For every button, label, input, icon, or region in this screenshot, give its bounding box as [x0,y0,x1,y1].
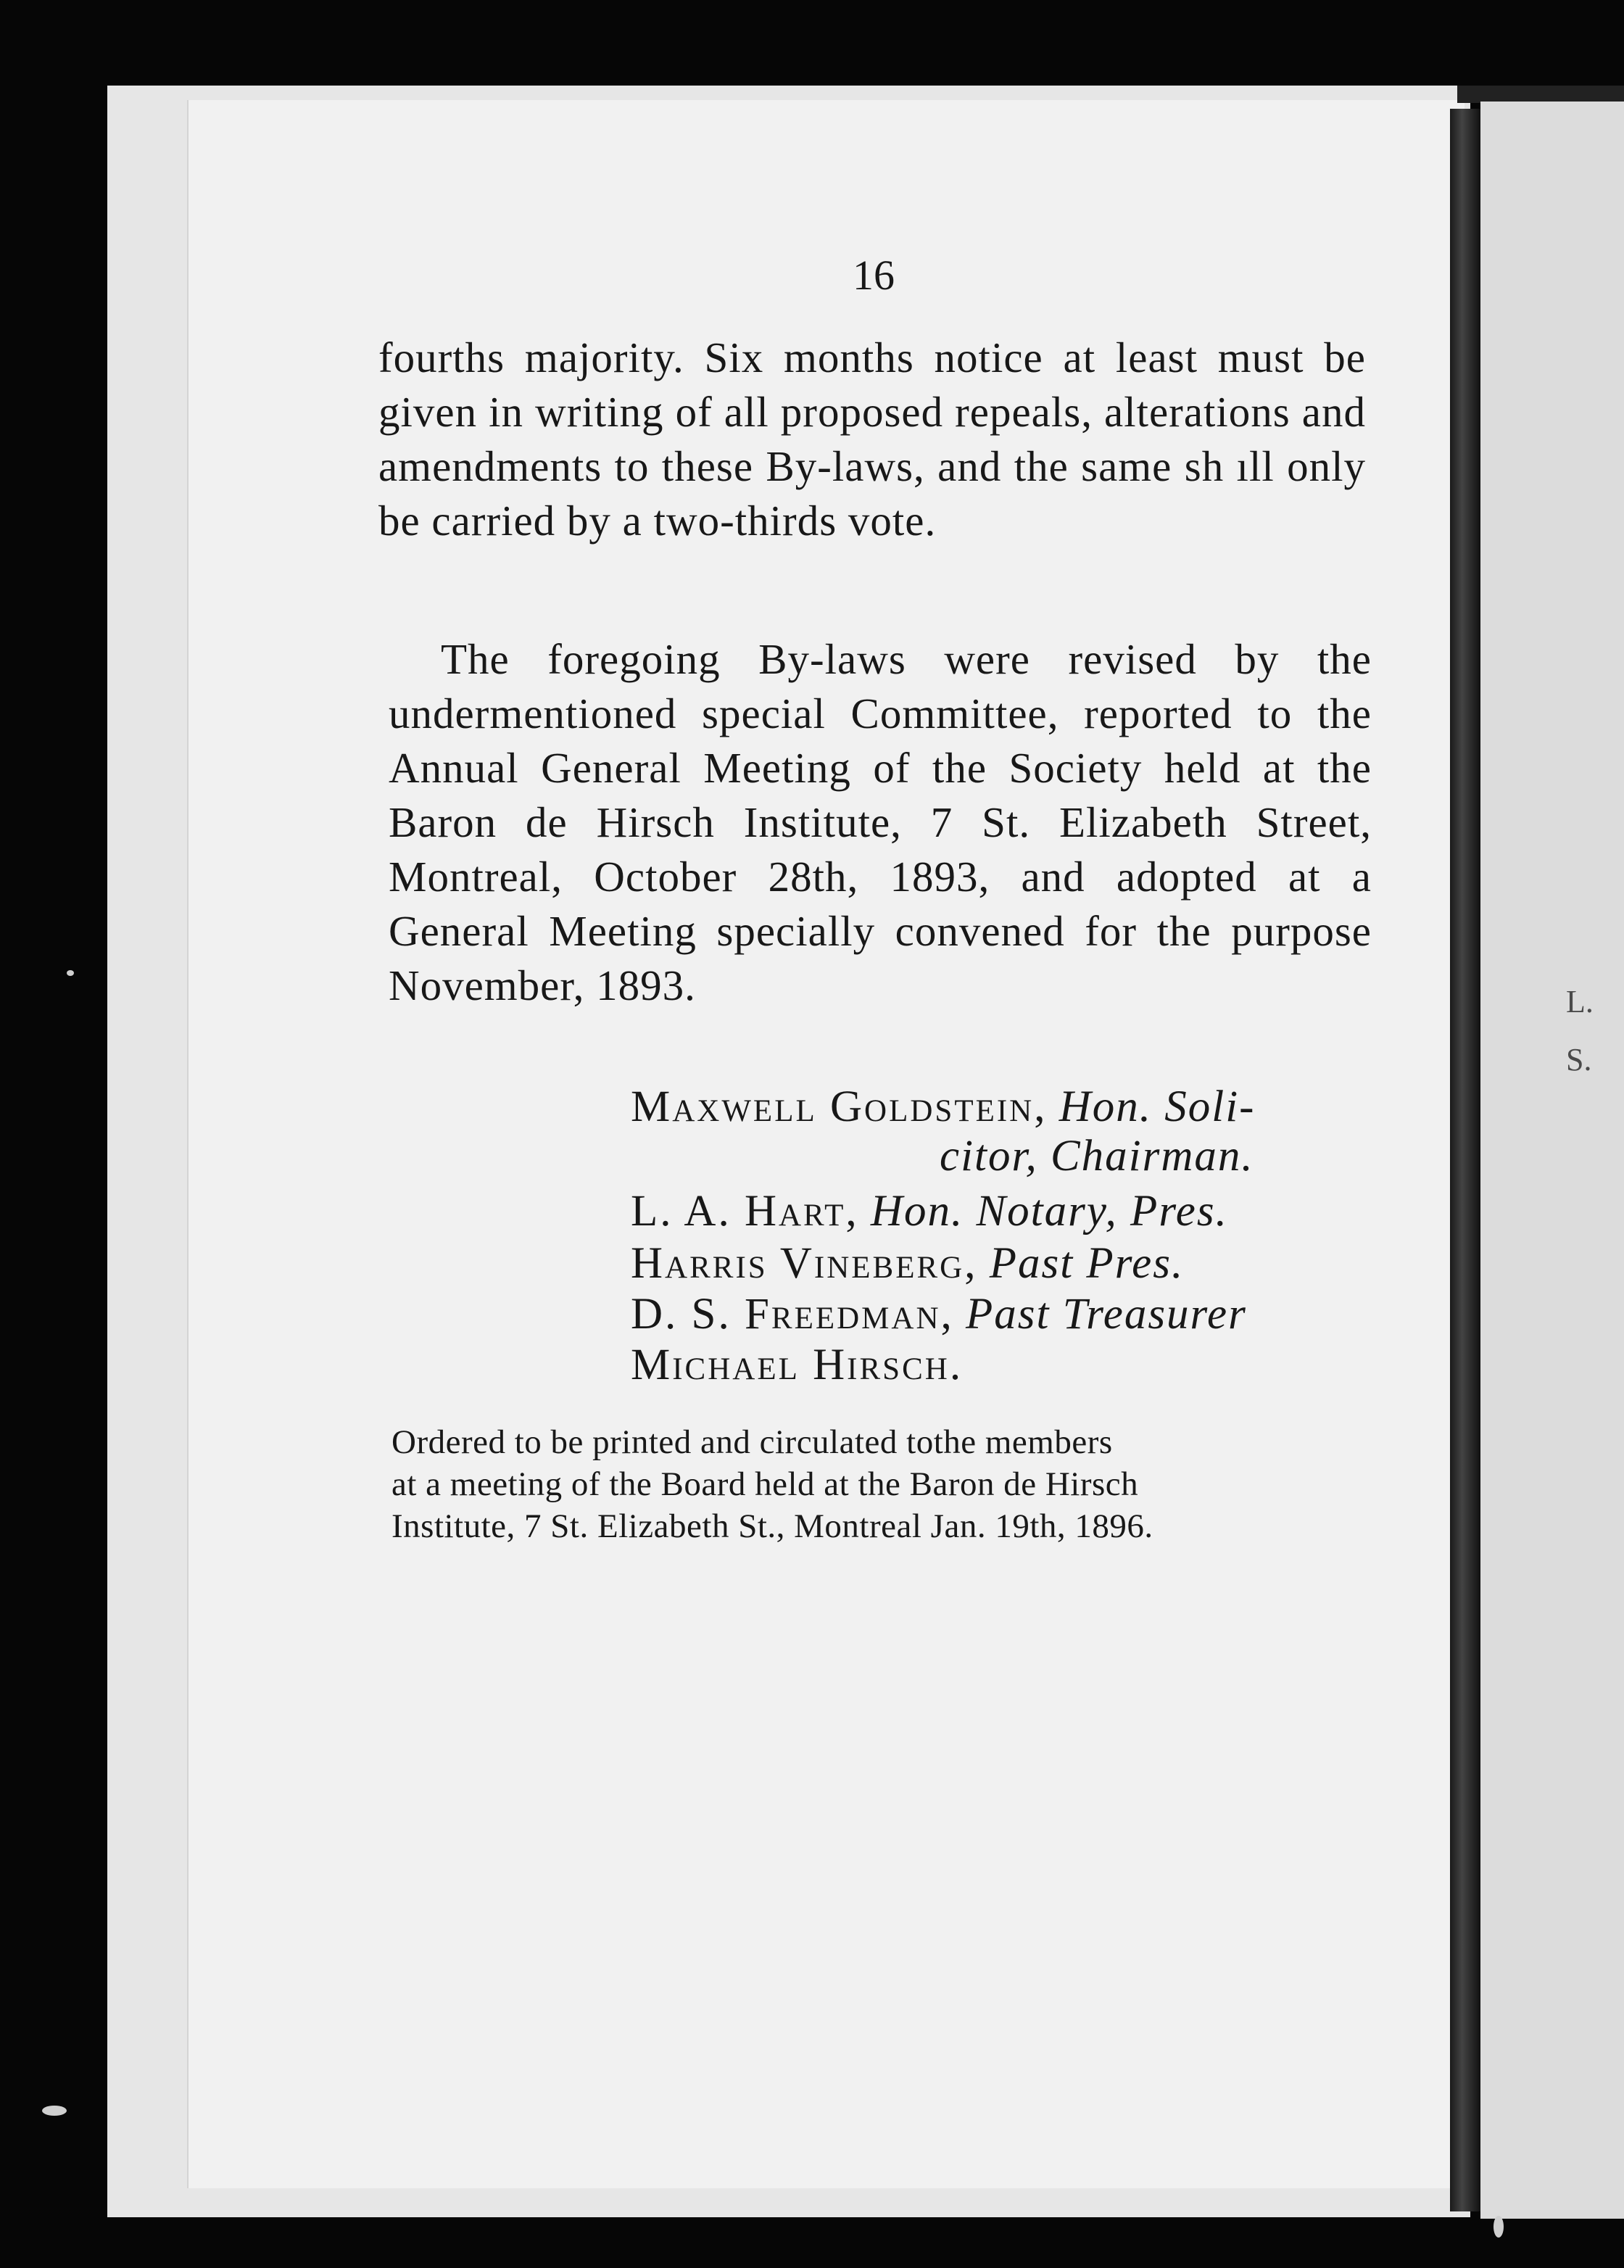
signatory-name: D. S. Freedman, [631,1290,954,1338]
signatory-role: citor, Chairman. [940,1132,1254,1180]
signatory-name: Michael Hirsch. [631,1341,964,1389]
printing-order-note [392,1421,1385,1547]
signatory-role: Past Treasurer [966,1290,1247,1338]
page-number: 16 [853,252,895,299]
signatory-role: Hon. Notary, Pres. [870,1187,1228,1236]
signatory-name: L. A. Hart, [631,1187,859,1236]
paragraph-revision-note [389,632,1372,1013]
signatory-goldstein-role-continued [940,1134,1254,1178]
signatory-role: Past Pres. [989,1239,1185,1288]
dust-speck [42,2106,67,2116]
signatory-vineberg [631,1241,1184,1286]
printing-order-line: Ordered to be printed and circulated tothe members [392,1423,1113,1461]
paragraph-bylaws-amendment: fourths majority. Six months notice at least must be given in writing of all proposed repeals, alterations and amendments to these By-laws, and the same sh ıll only be carried by a two-thirds vote. [378,334,1366,545]
signatory-name: Harris Vineberg, [631,1239,978,1288]
facing-margin-letter: L. [1566,984,1594,1019]
signatory-freedman [631,1292,1247,1336]
signatory-goldstein [631,1085,1256,1129]
signatory-hirsch [631,1343,963,1387]
facing-page-edge [1457,86,1624,103]
printing-order-line: at a meeting of the Board held at the Baron de Hirsch [392,1465,1139,1503]
dust-speck [1494,2216,1504,2238]
signatory-name: Maxwell Goldstein, [631,1083,1048,1131]
signatory-hart [631,1187,1228,1236]
facing-margin-letter: S. [1566,1042,1592,1077]
paragraph-revision-text: The foregoing By-laws were revised by the undermentioned special Committee, reported to the Annual General Meeting of the Society held at the Baron de Hirsch Institute, 7 St. Elizabeth Street, Montreal, October 28th, 1893, and adopted at a General Meeting specially convened for the purpose November, 1893. [389,635,1372,1009]
book-spine [1450,109,1480,2211]
printing-order-line: Institute, 7 St. Elizabeth St., Montreal Jan. 19th, 1896. [392,1507,1153,1545]
dust-speck [67,970,74,976]
signatory-role: Hon. Soli- [1058,1083,1256,1131]
facing-page [1480,102,1624,2219]
